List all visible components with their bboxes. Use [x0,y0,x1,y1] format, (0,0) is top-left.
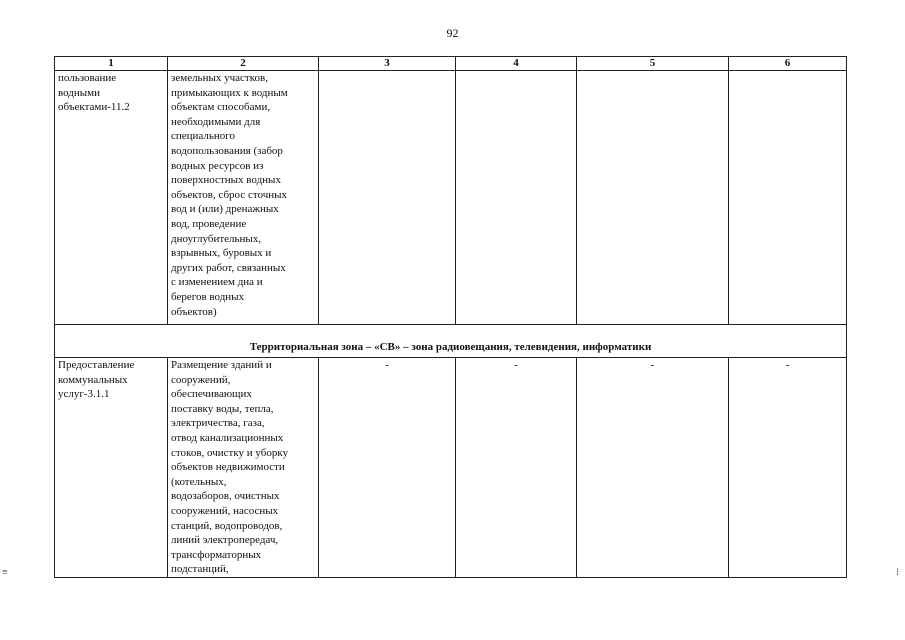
cell-col-6: - [729,358,847,578]
header-col-6: 6 [729,57,847,71]
zone-title-row [55,325,847,358]
cell-use-type [55,71,168,325]
cell-col-5: - [577,358,729,578]
cell-col-4: - [456,358,577,578]
header-col-4: 4 [456,57,577,71]
cell-col-5 [577,71,729,325]
cell-col-3: - [319,358,456,578]
cell-col-4 [456,71,577,325]
header-col-5: 5 [577,57,729,71]
header-col-1: 1 [55,57,168,71]
cell-col-3 [319,71,456,325]
scan-edge-mark-right: ⁝ [896,567,900,578]
table-row [55,358,847,578]
page-number: 92 [446,26,459,40]
scan-edge-mark-left: ≡ [2,567,8,578]
table-row [55,71,847,325]
cell-description [168,358,319,578]
cell-text: Размещение зданий и сооружений, обеспечивающих поставку воды, тепла, электричества, газа, отвод канализационных стоков, очистку и уборку объектов недвижимости (котельных, водозаборов, очистных сооружений, насосных станций, водопроводов, линий электропередач, трансформаторных подстанций, [171,359,289,576]
cell-text: пользование водными объектами-11.2 [58,72,130,114]
cell-use-type [55,358,168,578]
header-col-2: 2 [168,57,319,71]
header-row [55,57,847,71]
cell-text: земельных участков, примыкающих к водным объектам способами, необходимыми для специального водопользования (забор водных ресурсов из поверхностных водных объектов, сброс сточных вод и (или) дренажных вод, проведение дноуглубительных, взрывных, буровых и других работ, связанных с изменением дна и берегов водных объектов) [171,72,288,318]
header-col-3: 3 [319,57,456,71]
cell-description [168,71,319,325]
zone-title: Территориальная зона – «СВ» – зона радиовещания, телевидения, информатики [55,325,847,358]
land-use-table [54,56,847,578]
cell-text: Предоставление коммунальных услуг-3.1.1 [58,359,135,401]
cell-col-6 [729,71,847,325]
